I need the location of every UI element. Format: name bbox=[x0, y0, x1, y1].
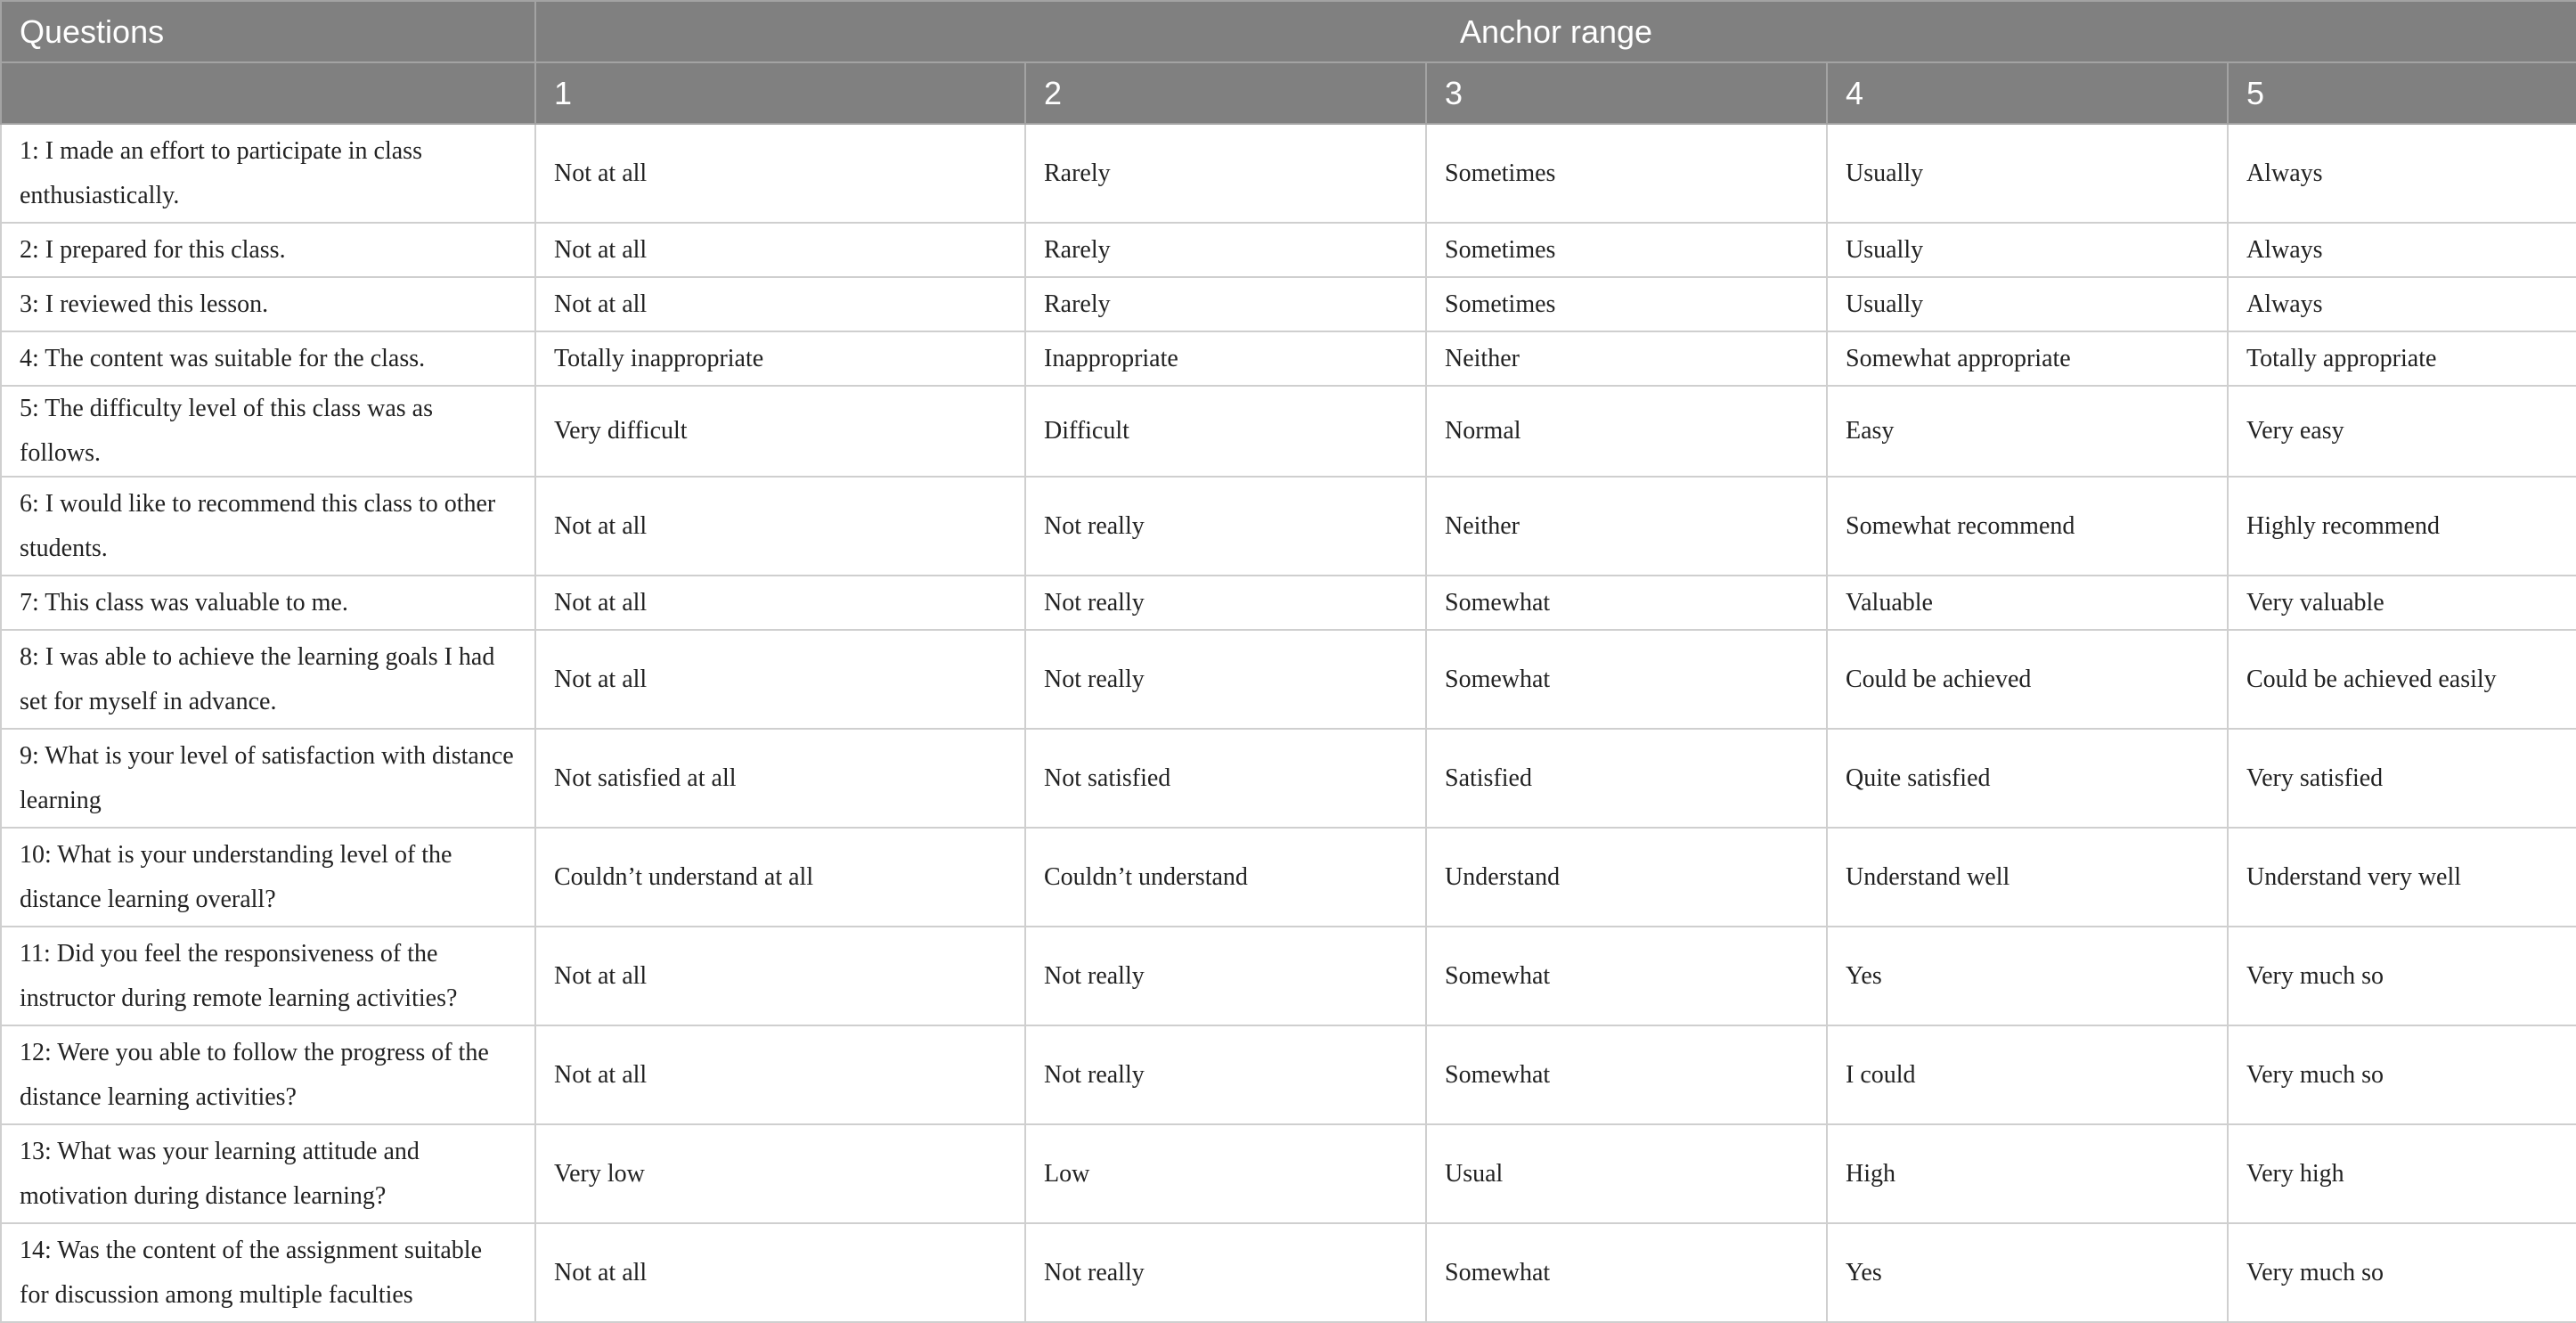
question-cell: 2: I prepared for this class. bbox=[1, 223, 535, 277]
table-row bbox=[1, 1025, 2576, 1124]
table-header bbox=[1, 1, 2576, 124]
anchor-1-cell: Not at all bbox=[535, 477, 1025, 576]
anchor-3-cell: Usual bbox=[1426, 1124, 1827, 1223]
anchor-3-cell: Neither bbox=[1426, 331, 1827, 386]
anchor-4-cell: Usually bbox=[1827, 223, 2228, 277]
anchor-3-cell: Somewhat bbox=[1426, 927, 1827, 1025]
anchor-1-cell: Not at all bbox=[535, 124, 1025, 223]
anchor-3-cell: Neither bbox=[1426, 477, 1827, 576]
anchor-5-cell: Very much so bbox=[2228, 927, 2576, 1025]
anchor-3-cell: Somewhat bbox=[1426, 630, 1827, 729]
header-blank bbox=[1, 62, 535, 124]
table-row bbox=[1, 828, 2576, 927]
anchor-2-cell: Rarely bbox=[1025, 277, 1426, 331]
question-cell: 3: I reviewed this lesson. bbox=[1, 277, 535, 331]
anchor-4-cell: Usually bbox=[1827, 124, 2228, 223]
table-body bbox=[1, 124, 2576, 1322]
question-cell: 8: I was able to achieve the learning goals I had set for myself in advance. bbox=[1, 630, 535, 729]
table-row bbox=[1, 477, 2576, 576]
anchor-1-cell: Not at all bbox=[535, 1223, 1025, 1322]
table-row bbox=[1, 576, 2576, 630]
anchor-4-cell: Somewhat recommend bbox=[1827, 477, 2228, 576]
question-cell: 10: What is your understanding level of the distance learning overall? bbox=[1, 828, 535, 927]
anchor-2-cell: Difficult bbox=[1025, 386, 1426, 477]
anchor-5-cell: Always bbox=[2228, 223, 2576, 277]
anchor-4-cell: Easy bbox=[1827, 386, 2228, 477]
anchor-5-cell: Always bbox=[2228, 277, 2576, 331]
question-cell: 13: What was your learning attitude and motivation during distance learning? bbox=[1, 1124, 535, 1223]
question-cell: 12: Were you able to follow the progress of the distance learning activities? bbox=[1, 1025, 535, 1124]
anchor-1-cell: Totally inappropriate bbox=[535, 331, 1025, 386]
header-row-top bbox=[1, 1, 2576, 62]
anchor-4-cell: Understand well bbox=[1827, 828, 2228, 927]
header-anchor-1: 1 bbox=[535, 62, 1025, 124]
anchor-2-cell: Rarely bbox=[1025, 223, 1426, 277]
question-cell: 7: This class was valuable to me. bbox=[1, 576, 535, 630]
anchor-1-cell: Not at all bbox=[535, 576, 1025, 630]
anchor-4-cell: Usually bbox=[1827, 277, 2228, 331]
anchor-2-cell: Not really bbox=[1025, 576, 1426, 630]
anchor-2-cell: Not really bbox=[1025, 1025, 1426, 1124]
table-row bbox=[1, 386, 2576, 477]
anchor-1-cell: Not at all bbox=[535, 927, 1025, 1025]
header-anchor-5: 5 bbox=[2228, 62, 2576, 124]
anchor-2-cell: Inappropriate bbox=[1025, 331, 1426, 386]
anchor-3-cell: Normal bbox=[1426, 386, 1827, 477]
anchor-2-cell: Low bbox=[1025, 1124, 1426, 1223]
anchor-2-cell: Not really bbox=[1025, 477, 1426, 576]
table-row bbox=[1, 1223, 2576, 1322]
table-row bbox=[1, 729, 2576, 828]
anchor-4-cell: Quite satisfied bbox=[1827, 729, 2228, 828]
anchor-4-cell: Yes bbox=[1827, 1223, 2228, 1322]
anchor-1-cell: Couldn’t understand at all bbox=[535, 828, 1025, 927]
anchor-4-cell: I could bbox=[1827, 1025, 2228, 1124]
table-row bbox=[1, 927, 2576, 1025]
anchor-4-cell: Yes bbox=[1827, 927, 2228, 1025]
table-row bbox=[1, 1124, 2576, 1223]
anchor-4-cell: Could be achieved bbox=[1827, 630, 2228, 729]
header-anchor-4: 4 bbox=[1827, 62, 2228, 124]
question-cell: 4: The content was suitable for the class. bbox=[1, 331, 535, 386]
anchor-5-cell: Understand very well bbox=[2228, 828, 2576, 927]
header-anchor-range: Anchor range bbox=[535, 1, 2576, 62]
anchor-5-cell: Totally appropriate bbox=[2228, 331, 2576, 386]
anchor-3-cell: Somewhat bbox=[1426, 1025, 1827, 1124]
anchor-2-cell: Couldn’t understand bbox=[1025, 828, 1426, 927]
anchor-5-cell: Very satisfied bbox=[2228, 729, 2576, 828]
anchor-2-cell: Rarely bbox=[1025, 124, 1426, 223]
anchor-5-cell: Could be achieved easily bbox=[2228, 630, 2576, 729]
anchor-1-cell: Very difficult bbox=[535, 386, 1025, 477]
table-row bbox=[1, 630, 2576, 729]
table-row bbox=[1, 223, 2576, 277]
question-cell: 9: What is your level of satisfaction with distance learning bbox=[1, 729, 535, 828]
anchor-5-cell: Very much so bbox=[2228, 1223, 2576, 1322]
anchor-2-cell: Not really bbox=[1025, 630, 1426, 729]
anchor-1-cell: Not at all bbox=[535, 223, 1025, 277]
anchor-2-cell: Not really bbox=[1025, 927, 1426, 1025]
anchor-5-cell: Very much so bbox=[2228, 1025, 2576, 1124]
anchor-4-cell: Somewhat appropriate bbox=[1827, 331, 2228, 386]
anchor-2-cell: Not satisfied bbox=[1025, 729, 1426, 828]
anchor-5-cell: Always bbox=[2228, 124, 2576, 223]
anchor-5-cell: Very easy bbox=[2228, 386, 2576, 477]
table-row bbox=[1, 277, 2576, 331]
table-row bbox=[1, 331, 2576, 386]
anchor-3-cell: Somewhat bbox=[1426, 576, 1827, 630]
question-cell: 6: I would like to recommend this class to other students. bbox=[1, 477, 535, 576]
header-questions: Questions bbox=[1, 1, 535, 62]
anchor-3-cell: Sometimes bbox=[1426, 277, 1827, 331]
anchor-1-cell: Not at all bbox=[535, 1025, 1025, 1124]
anchor-3-cell: Understand bbox=[1426, 828, 1827, 927]
anchor-2-cell: Not really bbox=[1025, 1223, 1426, 1322]
anchor-1-cell: Not at all bbox=[535, 277, 1025, 331]
anchor-1-cell: Very low bbox=[535, 1124, 1025, 1223]
question-cell: 11: Did you feel the responsiveness of the instructor during remote learning activities? bbox=[1, 927, 535, 1025]
anchor-3-cell: Somewhat bbox=[1426, 1223, 1827, 1322]
question-cell: 1: I made an effort to participate in class enthusiastically. bbox=[1, 124, 535, 223]
header-anchor-2: 2 bbox=[1025, 62, 1426, 124]
table-row bbox=[1, 124, 2576, 223]
anchor-3-cell: Sometimes bbox=[1426, 223, 1827, 277]
anchor-4-cell: Valuable bbox=[1827, 576, 2228, 630]
anchor-3-cell: Sometimes bbox=[1426, 124, 1827, 223]
anchor-1-cell: Not satisfied at all bbox=[535, 729, 1025, 828]
header-anchor-3: 3 bbox=[1426, 62, 1827, 124]
anchor-4-cell: High bbox=[1827, 1124, 2228, 1223]
question-cell: 14: Was the content of the assignment suitable for discussion among multiple faculties bbox=[1, 1223, 535, 1322]
anchor-1-cell: Not at all bbox=[535, 630, 1025, 729]
anchor-5-cell: Very high bbox=[2228, 1124, 2576, 1223]
header-row-anchors bbox=[1, 62, 2576, 124]
anchor-5-cell: Highly recommend bbox=[2228, 477, 2576, 576]
question-cell: 5: The difficulty level of this class was as follows. bbox=[1, 386, 535, 477]
anchor-5-cell: Very valuable bbox=[2228, 576, 2576, 630]
anchor-3-cell: Satisfied bbox=[1426, 729, 1827, 828]
